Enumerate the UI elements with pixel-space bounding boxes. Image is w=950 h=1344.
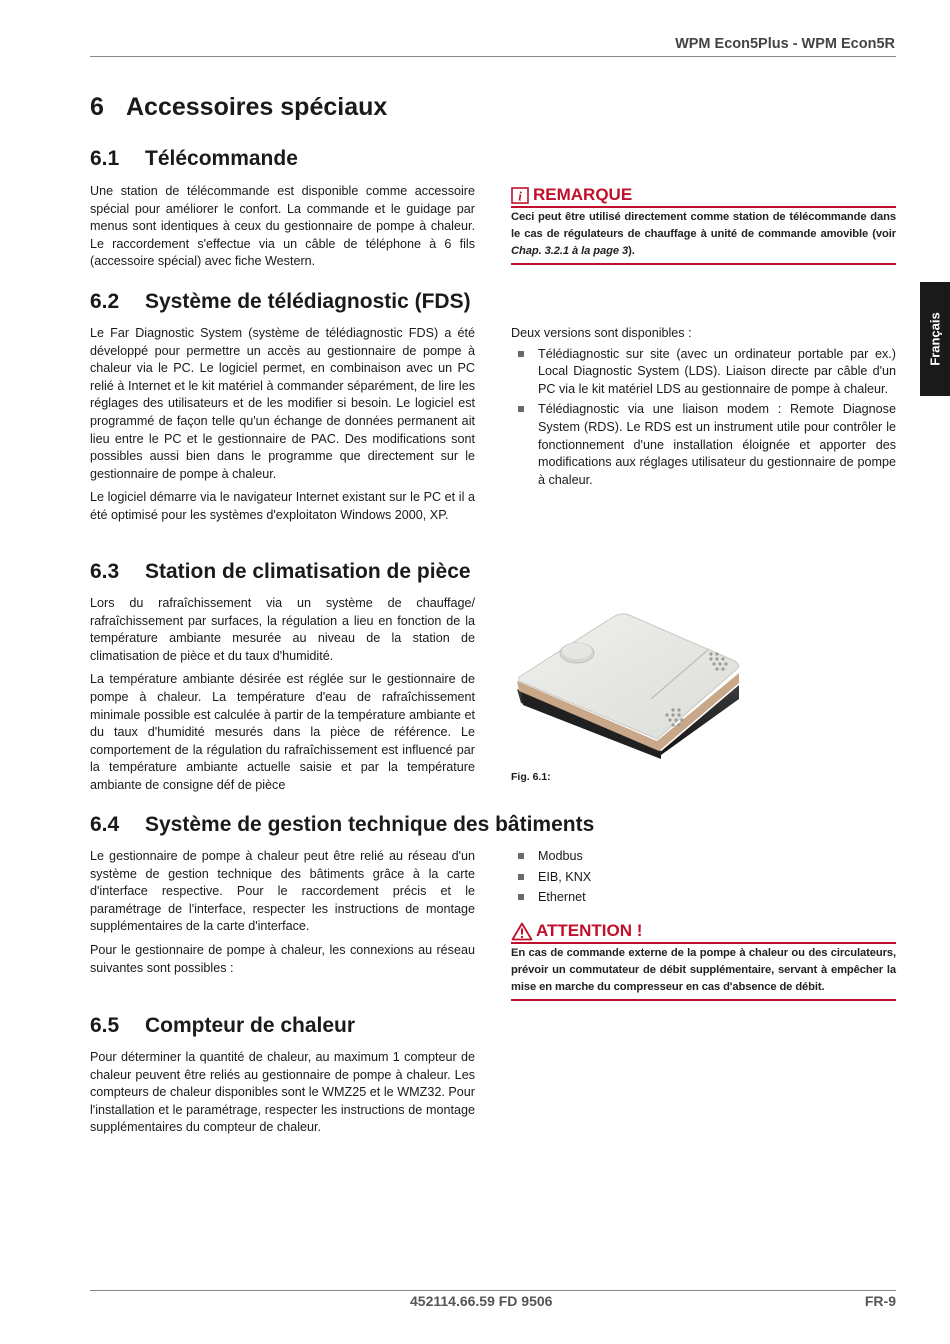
attention-top-rule [511,942,896,944]
footer-rule [90,1290,896,1291]
section-title: Compteur de chaleur [145,1014,356,1037]
list-item [511,869,896,887]
list-item [511,401,896,489]
section-6-2-versions [511,325,896,492]
section-number: 6.4 [90,813,120,836]
language-tab-label: Français [927,312,943,366]
list-item [511,346,896,399]
paragraph: Pour déterminer la quantité de chaleur, au maximum 1 compteur de chaleur peuvent être reliés au gestionnaire de pompe à chaleur. Les compteurs de chaleur disponibles sont le WMZ25 et le WMZ32. Pour l'installation et le paramétrage, respecter les instructions de montage supplémentaires du compteur de chaleur. [90,1050,475,1135]
info-icon [511,187,529,204]
attention-heading [511,921,896,941]
attention-body: En cas de commande externe de la pompe à chaleur ou des circulateurs, prévoir un commutateur de débit supplémentaire, servant à empêcher la mise en marche du compresseur en cas d'absence de débit. [511,947,896,994]
list-item-text: Télédiagnostic via une liaison modem : Remote Diagnose System (RDS). Le RDS est un instrument utile pour contrôler le fonctionnement d'une installation éloignée et apporter des modifications aux réglages utilisateur du gestionnaire de pompe à chaleur. [538,402,896,487]
remarque-bottom-rule [511,263,896,265]
page-number: FR-9 [864,1293,896,1309]
remarque-title: REMARQUE [533,185,633,204]
section-6-5-body [90,1049,475,1137]
versions-list [511,346,896,490]
paragraph: Une station de télécommande est disponible comme accessoire spécial pour améliorer le confort. La commande et le guidage par menus sont identiques à ceux du gestionnaire de pompe à chaleur. Le raccordement s'effectue via un câble de téléphone à 6 fils (accessoire spécial) avec fiche Western. [90,184,475,269]
remarque-text-end: ). [628,245,635,258]
document-header-title: WPM Econ5Plus - WPM Econ5R [675,36,895,52]
remarque-heading [511,185,896,205]
warning-triangle-icon [511,922,533,941]
section-number: 6.5 [90,1014,120,1037]
list-item-text: Modbus [538,849,583,863]
square-bullet-icon [518,853,524,859]
section-title: Système de télédiagnostic (FDS) [145,290,471,313]
section-6-3-body [90,595,475,795]
section-title: Station de climatisation de pièce [145,560,471,583]
network-list-block [511,848,896,910]
section-6-2-body [90,325,475,525]
chapter-title [90,93,387,122]
paragraph: Lors du rafraîchissement via un système de chauffage/ rafraîchissement par surfaces, la régulation a lieu en fonction de la température ambiante mesurée au niveau de la station de climatisation de pièce et du taux d'humidité. [90,596,475,663]
remarque-body [511,209,896,261]
remarque-reference-link[interactable]: Chap. 3.2.1 à la page 3 [511,245,629,258]
chapter-number: 6 [90,93,104,121]
section-number: 6.2 [90,290,120,313]
room-station-figure [511,603,747,759]
paragraph: Le gestionnaire de pompe à chaleur peut être relié au réseau d'un système de gestion technique des bâtiments grâce à la carte d'interface respective. Pour le raccordement précis et le paramétrage de l'interface, respecter les instructions de montage supplémentaires de la carte d'interface. [90,849,475,934]
paragraph: Le logiciel démarre via le navigateur Internet existant sur le PC et il a été optimisé pour les systèmes d'exploitaton Windows 2000, XP. [90,490,475,522]
remarque-text: Ceci peut être utilisé directement comme station de télécommande dans le cas de régulateurs de chauffage à unité de commande amovible (voir [511,211,896,241]
section-6-4-body [90,848,475,977]
document-code: 452114.66.59 FD 9506 [410,1293,553,1309]
section-heading-6-4 [90,813,594,837]
language-side-tab [920,282,950,396]
paragraph: Le Far Diagnostic System (système de télédiagnostic FDS) a été développé pour permettre un accès au gestionnaire de pompe à chaleur via le PC. Le logiciel permet, en combinaison avec un PC relié à Internet et le kit matériel à commander séparément, de lire les réglages des utilisateurs et de les modifier si besoin. Le logiciel est programmé de façon telle qu'un échange de données permanent ait lieu entre le PC et le gestionnaire de PAC. Des modifications sont possibles aussi bien dans le programme que directement sur le gestionnaire de pompe à chaleur. [90,326,475,481]
room-climate-station-image [511,603,747,759]
section-title: Télécommande [145,147,298,170]
square-bullet-icon [518,874,524,880]
square-bullet-icon [518,406,524,412]
section-6-1-body [90,183,475,271]
square-bullet-icon [518,894,524,900]
attention-title: ATTENTION ! [536,921,643,940]
remarque-notice [511,185,896,265]
section-title: Système de gestion technique des bâtiments [145,813,595,836]
list-item [511,848,896,866]
section-number: 6.3 [90,560,120,583]
chapter-title-text: Accessoires spéciaux [126,93,388,121]
attention-bottom-rule [511,999,896,1001]
list-item [511,889,896,907]
section-number: 6.1 [90,147,120,170]
paragraph: Pour le gestionnaire de pompe à chaleur, les connexions au réseau suivantes sont possibles : [90,942,475,975]
remarque-top-rule [511,206,896,208]
header-rule [90,56,896,57]
figure-caption: Fig. 6.1: [511,771,551,783]
paragraph: La température ambiante désirée est réglée sur le gestionnaire de pompe à chaleur. La température d'eau de rafraîchissement minimale possible est calculée à partir de la température ambiante et du taux d'humidité mesurés dans la pièce de référence. Le comportement de la régulation du rafraîchissement est influencé par la température ambiante actuelle saisie et par la température ambiante de consigne déf de pièce [90,672,475,792]
section-heading-6-2 [90,290,471,314]
network-connections-list [511,848,896,907]
svg-text:i: i [518,188,522,203]
square-bullet-icon [518,351,524,357]
attention-notice [511,921,896,1001]
section-heading-6-3 [90,560,471,584]
list-item-text: EIB, KNX [538,869,592,884]
versions-intro: Deux versions sont disponibles : [511,326,692,340]
list-item-text: Ethernet [538,890,586,905]
list-item-text: Télédiagnostic sur site (avec un ordinateur portable par ex.) Local Diagnostic System (LDS). Liaison directe par câble d'un PC via le kit matériel LDS au gestionnaire de pompe à chaleur. [538,346,896,396]
section-heading-6-5 [90,1014,355,1038]
section-heading-6-1 [90,147,298,171]
